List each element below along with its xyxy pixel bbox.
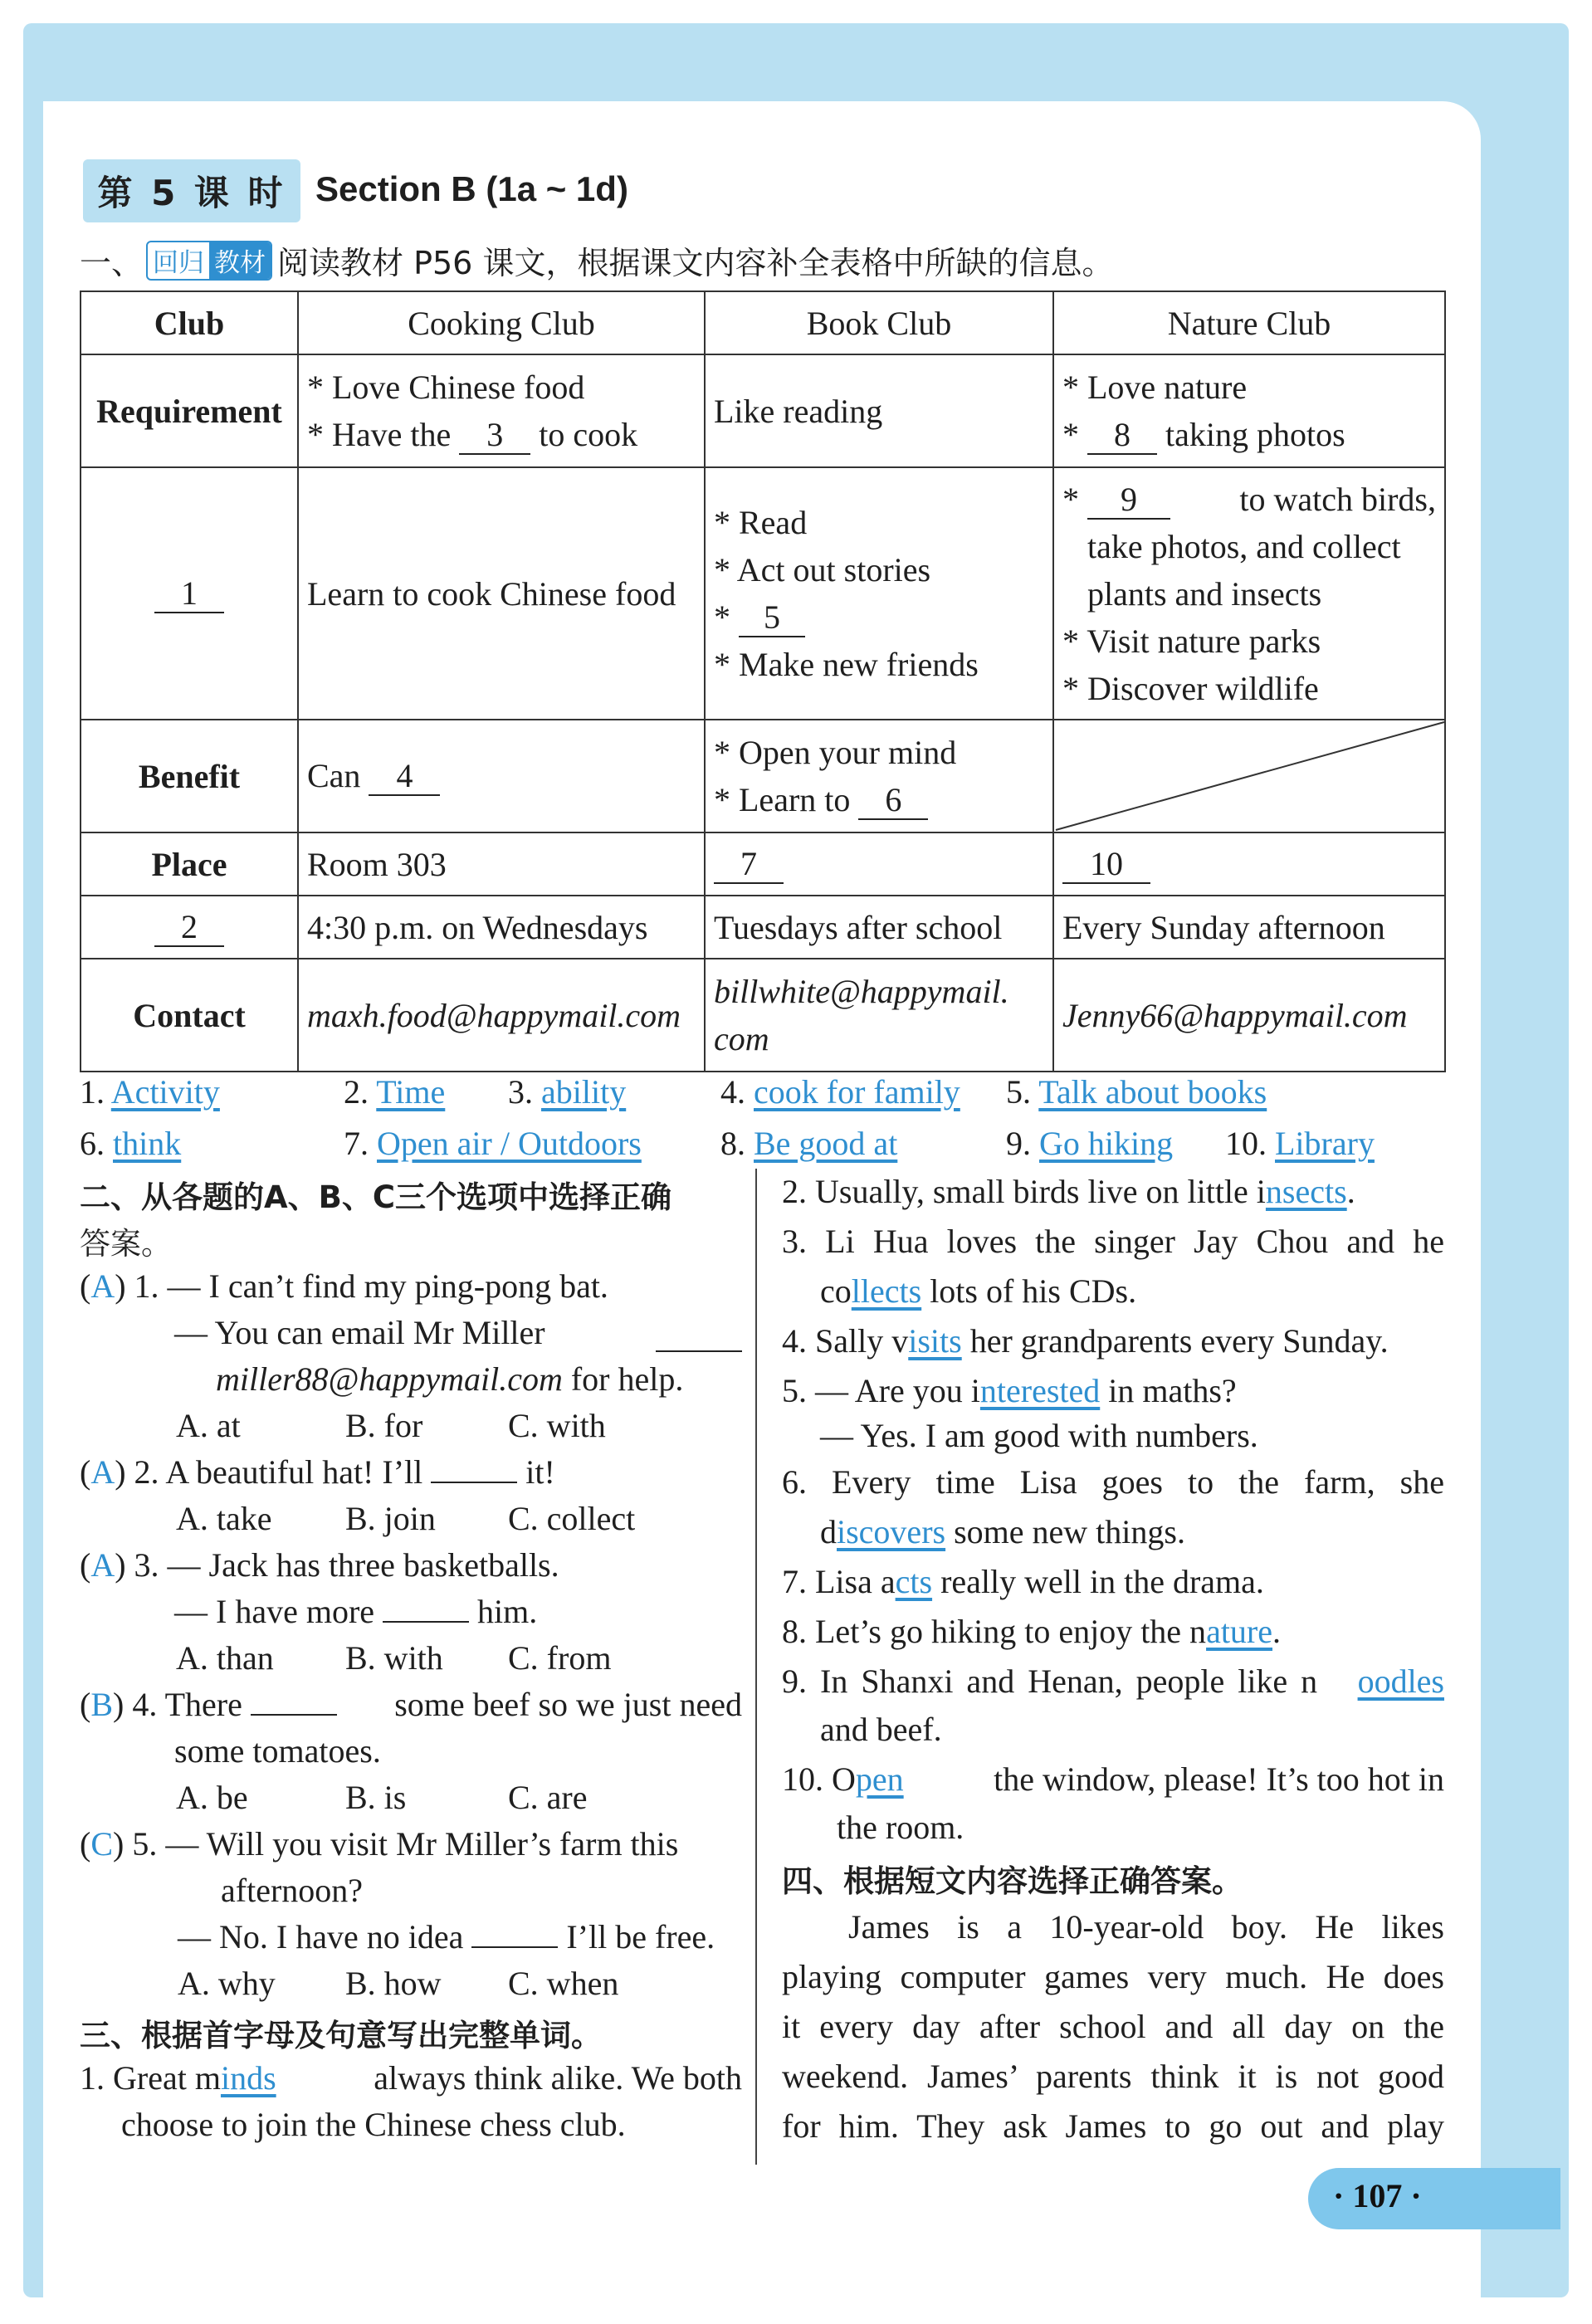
q1-line3-post: for help.: [570, 1360, 684, 1398]
passage-line-4: weekend. James’ parents think it is not good: [782, 2058, 1444, 2095]
req-nature-2: [1062, 411, 1436, 458]
ben-book-2: [714, 776, 1044, 823]
act-nature-5: * Discover wildlife: [1062, 669, 1319, 707]
part3-item3-line1: 3. Li Hua loves the singer Jay Chou and he: [782, 1223, 1444, 1260]
answer-8: [720, 1124, 897, 1163]
i7-post: really well in the drama.: [940, 1563, 1264, 1600]
part2-heading-2: 答案。: [80, 1226, 172, 1262]
i8-pre: 8. Let’s go hiking to enjoy the n: [782, 1613, 1207, 1650]
req-book: Like reading: [705, 354, 1053, 467]
act-nature: [1053, 467, 1445, 720]
q1-line2-text: — You can email Mr Miller: [174, 1314, 545, 1351]
i10-post: the window, please! It’s too hot in: [994, 1760, 1444, 1798]
page-number: · 107 ·: [1333, 2177, 1422, 2214]
answer-2: [344, 1072, 445, 1111]
part1-instruction: 阅读教材 P56 课文，根据课文内容补全表格中所缺的信息。: [277, 245, 1114, 281]
req-cooking-2-pre: * Have the: [307, 416, 452, 453]
answer-10: [1225, 1124, 1375, 1163]
act-book-3: [714, 593, 1044, 641]
q4-answer: B: [90, 1686, 114, 1723]
act-nature-1-pre: *: [1062, 480, 1079, 518]
q3-option-b: B. with: [345, 1639, 443, 1677]
q1-line3: [216, 1360, 683, 1399]
ben-nature-empty: [1053, 720, 1445, 832]
q5-line3-pre: — No. I have no idea: [178, 1918, 464, 1955]
req-cooking-2: [307, 411, 696, 458]
q3-line2-pre: — I have more: [174, 1593, 375, 1630]
part3-item10: [782, 1760, 1444, 1799]
act-book-1: * Read: [714, 504, 808, 541]
contact-book-1: billwhite@happymail.: [714, 973, 1009, 1010]
section-title: Section B (1a ~ 1d): [315, 169, 628, 208]
textbook-badge: [146, 241, 272, 281]
req-nature-2-pre: *: [1062, 416, 1079, 453]
q1-blank: [656, 1343, 742, 1352]
q4-option-c: C. are: [508, 1779, 588, 1816]
act-book-4: * Make new friends: [714, 646, 979, 683]
req-nature-2-post: taking photos: [1165, 416, 1345, 453]
place-cooking: Room 303: [298, 832, 705, 896]
ben-cooking: [298, 720, 705, 832]
answer-text: Activity: [110, 1073, 220, 1111]
act-cooking: [298, 467, 705, 720]
blank-2: 2: [154, 911, 224, 947]
answer-num: 4.: [720, 1073, 745, 1111]
blank-9: 9: [1087, 483, 1170, 520]
answer-num: 8.: [720, 1125, 745, 1162]
answer-num: 1.: [80, 1073, 105, 1111]
row-requirement-label: Requirement: [81, 354, 298, 467]
passage-line-5: for him. They ask James to go out and play: [782, 2107, 1444, 2145]
i3-post: lots of his CDs.: [930, 1272, 1137, 1310]
blank-1: 1: [154, 577, 224, 613]
q2-option-b: B. join: [345, 1500, 436, 1537]
i2-answer: nsects: [1265, 1173, 1347, 1210]
table-row: [81, 720, 1445, 832]
answer-9: [1006, 1124, 1173, 1163]
club-table: [80, 290, 1446, 1072]
q2-option-c: C. collect: [508, 1500, 636, 1537]
part3-item6-line1: 6. Every time Lisa goes to the farm, she: [782, 1463, 1444, 1501]
q3-answer: A: [90, 1546, 115, 1584]
place-nature: [1053, 832, 1445, 896]
i8-post: .: [1272, 1613, 1282, 1650]
i9-answer: oodles: [1357, 1662, 1444, 1700]
q5-line1: [80, 1824, 678, 1863]
i3-pre: co: [820, 1272, 852, 1310]
q5-option-c: C. when: [508, 1965, 619, 2002]
q5-text: 5. — Will you visit Mr Miller’s farm this: [132, 1825, 679, 1863]
i7-answer: cts: [895, 1563, 933, 1600]
part3-item6-line2: [820, 1512, 1185, 1551]
q3-line2: [174, 1592, 537, 1631]
badge-right: 教材: [209, 242, 271, 279]
q4-option-a: A. be: [176, 1779, 248, 1816]
paren-close: ): [113, 1686, 125, 1723]
act-nature-4: * Visit nature parks: [1062, 622, 1321, 660]
part3-heading: 三、根据首字母及句意写出完整单词。: [80, 2018, 602, 2053]
part3-item7: [782, 1562, 1264, 1601]
part3-item1-line1: [80, 2058, 742, 2097]
q4-blank: [251, 1712, 337, 1716]
contact-nature: Jenny66@happymail.com: [1053, 959, 1445, 1072]
q2-line1: [80, 1452, 555, 1492]
part3-item9-line2: and beef.: [820, 1711, 942, 1748]
ben-book-1: * Open your mind: [714, 734, 957, 771]
act-nature-1: [1062, 476, 1436, 523]
part3-item5: [782, 1371, 1237, 1410]
blank-10: 10: [1062, 847, 1150, 884]
part3-item4: [782, 1321, 1389, 1360]
answer-7: [344, 1124, 642, 1163]
column-divider: [755, 1169, 757, 2165]
answer-text: ability: [541, 1073, 627, 1111]
table-row: [81, 467, 1445, 720]
i7-pre: 7. Lisa a: [782, 1563, 896, 1600]
q1-option-c: C. with: [508, 1407, 606, 1444]
q4-option-b: B. is: [345, 1779, 407, 1816]
blank-7: 7: [714, 847, 784, 884]
q2-answer: A: [90, 1453, 115, 1491]
part3-item9: [782, 1662, 1444, 1701]
header-club: Club: [81, 291, 298, 354]
q5-option-a: A. why: [178, 1965, 276, 2002]
answer-text: Open air / Outdoors: [377, 1125, 642, 1162]
q2-option-a: A. take: [176, 1500, 272, 1537]
part3-item2: [782, 1172, 1355, 1211]
i3-answer: llects: [851, 1272, 922, 1310]
q5-line2: afternoon?: [221, 1872, 364, 1909]
i1-pre: 1. Great m: [80, 2059, 221, 2097]
blank-8: 8: [1087, 418, 1157, 455]
act-nature-3: plants and insects: [1087, 574, 1322, 613]
passage-line-2: playing computer games very much. He does: [782, 1958, 1444, 1995]
answer-6: [80, 1124, 181, 1163]
blank-5: 5: [739, 601, 805, 637]
blank-4: 4: [369, 759, 440, 796]
answer-num: 9.: [1006, 1125, 1031, 1162]
i6-answer: iscovers: [837, 1513, 946, 1550]
answer-num: 3.: [508, 1073, 533, 1111]
q1-option-a: A. at: [176, 1407, 241, 1444]
i10-pre: 10. O: [782, 1760, 856, 1798]
answer-4: [720, 1072, 960, 1111]
answer-text: Time: [376, 1073, 446, 1111]
passage-line-1: James is a 10-year-old boy. He likes: [848, 1908, 1444, 1946]
q4-text: 4. There: [132, 1686, 242, 1723]
q5-line3-post: I’ll be free.: [566, 1918, 715, 1955]
part3-item8: [782, 1612, 1281, 1651]
time-book: Tuesdays after school: [705, 896, 1053, 959]
table-row: [81, 896, 1445, 959]
q3-option-a: A. than: [176, 1639, 274, 1677]
diagonal-line: [1054, 720, 1446, 833]
ben-book-2-pre: * Learn to: [714, 781, 851, 818]
contact-book: [705, 959, 1053, 1072]
paren-close: ): [115, 1546, 126, 1584]
i4-post: her grandparents every Sunday.: [969, 1322, 1389, 1360]
q3-line1: [80, 1545, 559, 1584]
answer-num: 10.: [1225, 1125, 1267, 1162]
answer-num: 5.: [1006, 1073, 1031, 1111]
q5-blank: [471, 1945, 558, 1948]
i6-pre: d: [820, 1513, 837, 1550]
i5-answer: nterested: [979, 1372, 1101, 1409]
part4-heading: 四、根据短文内容选择正确答案。: [782, 1863, 1243, 1899]
answer-5: [1006, 1072, 1267, 1111]
i8-answer: ature: [1206, 1613, 1273, 1650]
answer-text: Go hiking: [1039, 1125, 1174, 1162]
lesson-tag: 第 5 课 时: [83, 159, 300, 222]
badge-left: 回归: [153, 248, 205, 278]
answer-text: cook for family: [754, 1073, 960, 1111]
act-nature-2: take photos, and collect: [1087, 527, 1401, 565]
contact-book-2: com: [714, 1020, 769, 1057]
part1-label: 一、: [80, 245, 144, 281]
q3-blank: [383, 1619, 469, 1623]
paren-close: ): [113, 1825, 125, 1863]
page-number-tab: [1308, 2168, 1560, 2229]
row-contact-label: Contact: [81, 959, 298, 1072]
q5-option-b: B. how: [345, 1965, 442, 2002]
i2-pre: 2. Usually, small birds live on little i: [782, 1173, 1266, 1210]
q4-line1: [80, 1685, 742, 1724]
i9-pre: 9. In Shanxi and Henan, people like n: [782, 1662, 1318, 1700]
table-row: [81, 832, 1445, 896]
i2-post: .: [1346, 1173, 1355, 1210]
part3-item10-line2: the room.: [837, 1809, 964, 1846]
part2-heading-1: 二、从各题的A、B、C三个选项中选择正确: [80, 1179, 671, 1215]
time-nature: Every Sunday afternoon: [1053, 896, 1445, 959]
answer-text: Talk about books: [1038, 1073, 1267, 1111]
header-cooking: Cooking Club: [298, 291, 705, 354]
passage-line-3: it every day after school and all day on the: [782, 2008, 1444, 2045]
row-benefit-label: Benefit: [81, 720, 298, 832]
row-time-label: [81, 896, 298, 959]
table-row: [81, 354, 1445, 467]
ben-cooking-pre: Can: [307, 757, 361, 794]
blank-6: 6: [858, 784, 928, 820]
table-row: [81, 291, 1445, 354]
place-book: [705, 832, 1053, 896]
q1-line2: [174, 1313, 742, 1352]
act-nature-1-post: to watch birds,: [1239, 480, 1436, 518]
answer-num: 6.: [80, 1125, 105, 1162]
header-nature: Nature Club: [1053, 291, 1445, 354]
q1-email: miller88@happymail.com: [216, 1360, 563, 1398]
paren-close: ): [115, 1453, 126, 1491]
q1-line1: [80, 1267, 608, 1306]
q1-answer: A: [90, 1267, 115, 1305]
q2-text: 2. A beautiful hat! I’ll: [134, 1453, 423, 1491]
req-nature: [1053, 354, 1445, 467]
q1-option-b: B. for: [345, 1407, 423, 1444]
q2-blank: [431, 1480, 517, 1483]
i4-pre: 4. Sally v: [782, 1322, 909, 1360]
part1-heading: [80, 237, 1113, 283]
time-cooking: 4:30 p.m. on Wednesdays: [298, 896, 705, 959]
paren-open: (: [80, 1267, 91, 1305]
i1-post: always think alike. We both: [374, 2059, 742, 2097]
q1-text: 1. — I can’t find my ping-pong bat.: [134, 1267, 608, 1305]
q5-line3: [178, 1917, 715, 1956]
answer-1: [80, 1072, 220, 1111]
q5-answer: C: [90, 1825, 114, 1863]
q3-option-c: C. from: [508, 1639, 612, 1677]
act-book-2: * Act out stories: [714, 551, 931, 588]
row-place-label: Place: [81, 832, 298, 896]
req-cooking: [298, 354, 705, 467]
ben-book: [705, 720, 1053, 832]
answer-num: 7.: [344, 1125, 369, 1162]
i6-post: some new things.: [954, 1513, 1185, 1550]
answer-text: think: [113, 1125, 182, 1162]
blank-3: 3: [459, 418, 530, 455]
q2-post: it!: [525, 1453, 555, 1491]
req-cooking-2-post: to cook: [539, 416, 638, 453]
q4-line2: some tomatoes.: [174, 1732, 381, 1770]
q4-post: some beef so we just need: [394, 1686, 742, 1723]
answer-text: Be good at: [754, 1125, 898, 1162]
q3-text: 3. — Jack has three basketballs.: [134, 1546, 559, 1584]
table-row: [81, 959, 1445, 1072]
answer-num: 2.: [344, 1073, 369, 1111]
part3-item5-line2: — Yes. I am good with numbers.: [820, 1417, 1258, 1454]
contact-cooking: maxh.food@happymail.com: [298, 959, 705, 1072]
answer-text: Library: [1275, 1125, 1375, 1162]
i5-pre: 5. — Are you i: [782, 1372, 980, 1409]
i10-answer: pen: [855, 1760, 904, 1798]
i4-answer: isits: [908, 1322, 962, 1360]
act-book-3-pre: *: [714, 598, 730, 636]
paren-close: ): [115, 1267, 126, 1305]
act-book: [705, 467, 1053, 720]
row-activity-label: [81, 467, 298, 720]
paren-open: (: [80, 1546, 91, 1584]
paren-open: (: [80, 1686, 91, 1723]
answer-3: [508, 1072, 626, 1111]
paren-open: (: [80, 1453, 91, 1491]
part3-item3-line2: [820, 1272, 1136, 1311]
req-cooking-1: * Love Chinese food: [307, 369, 585, 406]
paren-open: (: [80, 1825, 91, 1863]
req-nature-1: * Love nature: [1062, 369, 1248, 406]
part3-item1-line2: choose to join the Chinese chess club.: [121, 2106, 626, 2143]
i5-post: in maths?: [1108, 1372, 1237, 1409]
header-book: Book Club: [705, 291, 1053, 354]
i1-answer: inds: [220, 2059, 276, 2097]
q3-line2-post: him.: [477, 1593, 538, 1630]
act-cooking-text: Learn to cook Chinese food: [307, 574, 676, 613]
